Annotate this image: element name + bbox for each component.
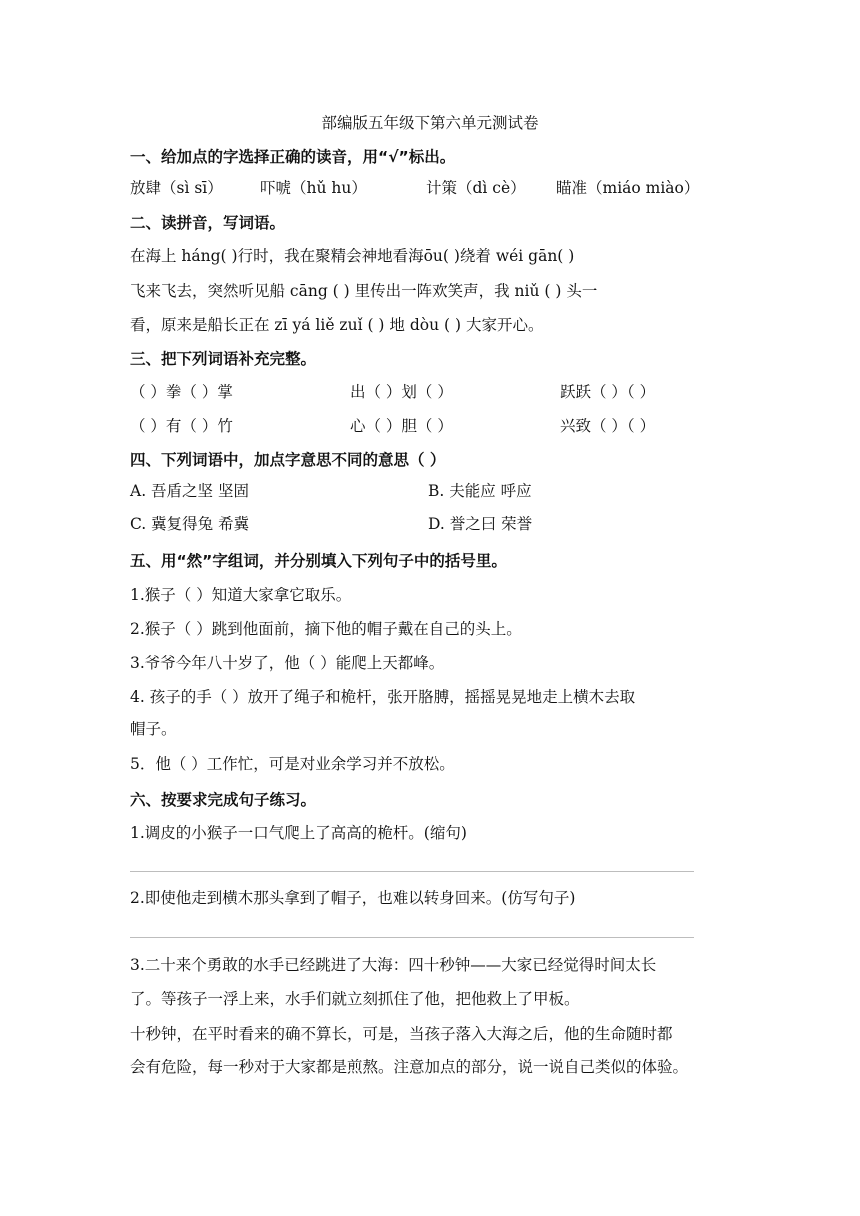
section-2-heading: 二、读拼音，写词语。	[130, 214, 286, 232]
answer-line-1[interactable]	[130, 871, 694, 872]
choice-a: A. 吾盾之坚 坚固	[130, 482, 249, 500]
question-5-2: 2.猴子（ ）跳到他面前，摘下他的帽子戴在自己的头上。	[130, 620, 522, 638]
section-2-line-2: 飞来飞去，突然听见船 cāng ( ) 里传出一阵欢笑声，我 niǔ ( ) 头一	[130, 282, 598, 300]
choice-b: B. 夫能应 呼应	[428, 482, 532, 500]
pinyin-item-1: 放肆（sì sī）	[130, 179, 223, 197]
question-6-3: 3.二十来个勇敢的水手已经跳进了大海：四十秒钟——大家已经觉得时间太长	[130, 956, 657, 974]
idiom-5: 心（ ）胆（ ）	[350, 417, 453, 435]
question-6-2: 2.即使他走到横木那头拿到了帽子，也难以转身回来。(仿写句子)	[130, 889, 576, 907]
prompt-paragraph-line-2: 会有危险，每一秒对于大家都是煎熬。注意加点的部分，说一说自己类似的体验。	[130, 1058, 689, 1076]
question-6-1: 1.调皮的小猴子一口气爬上了高高的桅杆。(缩句)	[130, 824, 467, 842]
question-6-3-continued: 了。等孩子一浮上来，水手们就立刻抓住了他，把他救上了甲板。	[130, 990, 580, 1008]
section-3-heading: 三、把下列词语补充完整。	[130, 350, 317, 368]
section-2-line-3: 看，原来是船长正在 zī yá liě zuǐ ( ) 地 dòu ( ) 大家开心。	[130, 316, 544, 334]
question-5-5: 5．他（ ）工作忙，可是对业余学习并不放松。	[130, 755, 455, 773]
question-5-3: 3.爷爷今年八十岁了，他（ ）能爬上天都峰。	[130, 654, 445, 672]
section-4-heading: 四、下列词语中，加点字意思不同的意思（ ）	[130, 451, 446, 469]
section-1-heading: 一、给加点的字选择正确的读音，用“√”标出。	[130, 148, 456, 166]
pinyin-item-2: 吓唬（hǔ hu）	[260, 179, 367, 197]
idiom-3: 跃跃（ ）（ ）	[560, 383, 656, 401]
pinyin-item-4: 瞄准（miáo miào）	[556, 179, 700, 197]
idiom-4: （ ）有（ ）竹	[130, 417, 233, 435]
choice-c: C. 冀复得兔 希冀	[130, 515, 250, 533]
prompt-paragraph-line-1: 十秒钟，在平时看来的确不算长，可是，当孩子落入大海之后，他的生命随时都	[130, 1025, 673, 1043]
pinyin-item-3: 计策（dì cè）	[426, 179, 526, 197]
question-5-4: 4. 孩子的手（ ）放开了绳子和桅杆，张开胳膊，摇摇晃晃地走上横木去取	[130, 688, 636, 706]
question-5-4-continued: 帽子。	[130, 720, 177, 738]
idiom-6: 兴致（ ）（ ）	[560, 417, 656, 435]
section-6-heading: 六、按要求完成句子练习。	[130, 791, 317, 809]
section-5-heading: 五、用“然”字组词，并分别填入下列句子中的括号里。	[130, 552, 507, 570]
question-5-1: 1.猴子（ ）知道大家拿它取乐。	[130, 586, 352, 604]
section-2-line-1: 在海上 háng( )行时，我在聚精会神地看海ōu( )绕着 wéi gān( )	[130, 247, 575, 265]
answer-line-2[interactable]	[130, 937, 694, 938]
choice-d: D. 誉之曰 荣誉	[428, 515, 533, 533]
page-title: 部编版五年级下第六单元测试卷	[321, 114, 539, 132]
idiom-2: 出（ ）划（ ）	[350, 383, 453, 401]
idiom-1: （ ）拳（ ）掌	[130, 383, 233, 401]
